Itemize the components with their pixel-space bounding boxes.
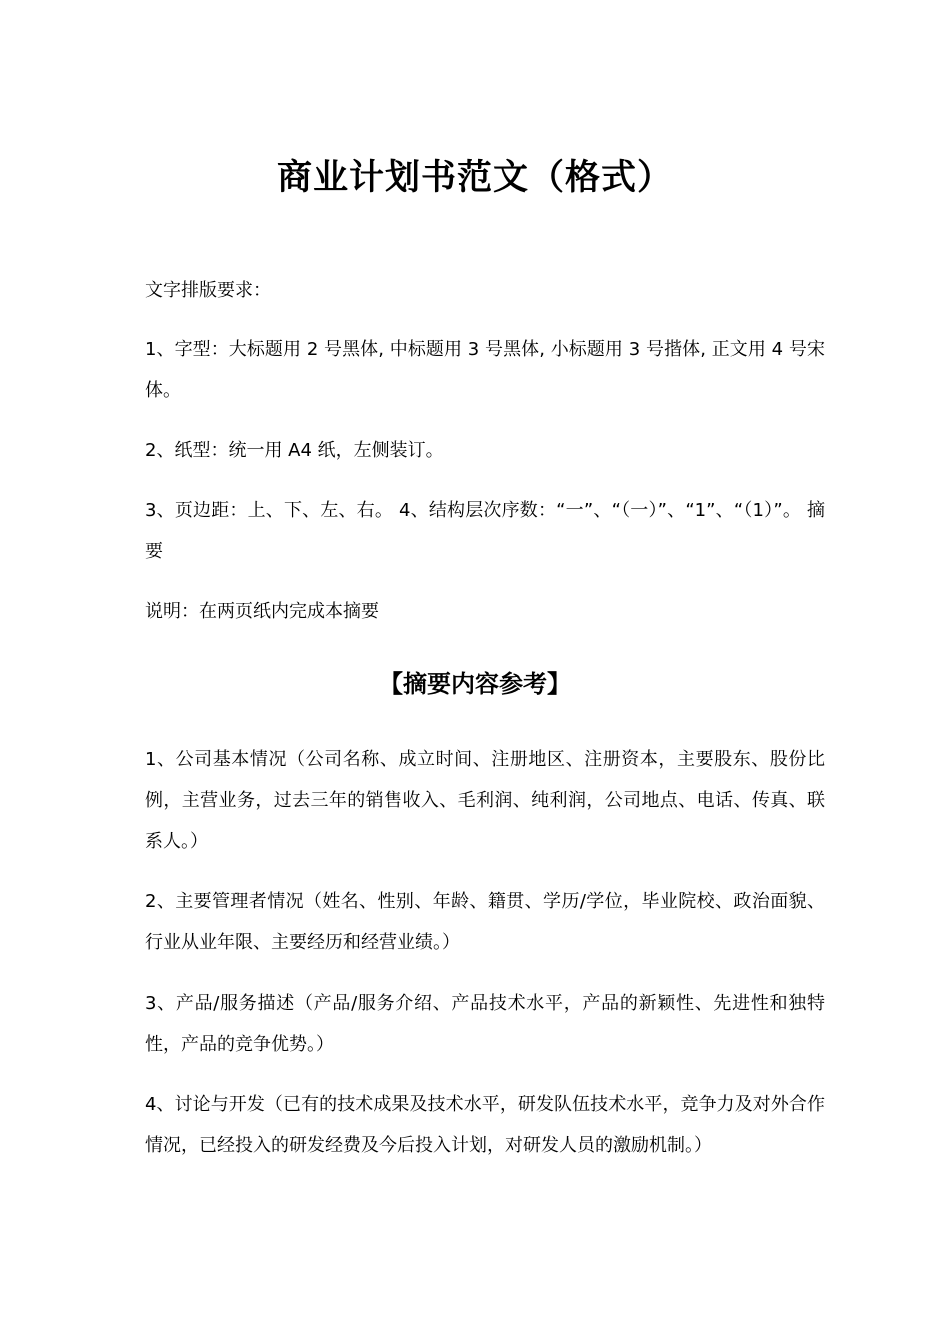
summary-item-company: 1、公司基本情况（公司名称、成立时间、注册地区、注册资本，主要股东、股份比例，主营业务，过去三年的销售收入、毛利润、纯利润，公司地点、电话、传真、联系人。） [145, 749, 825, 852]
layout-requirements-heading: 文字排版要求： [145, 280, 271, 301]
document-title: 商业计划书范文（格式） [276, 158, 673, 198]
layout-requirement-margins: 3、页边距：上、下、左、右。 4、结构层次序数：“一”、“（一）”、“1”、“（1）”。 摘要 [145, 500, 825, 562]
summary-item-research: 4、讨论与开发（已有的技术成果及技术水平，研发队伍技术水平，竞争力及对外合作情况，已经投入的研发经费及今后投入计划，对研发人员的激励机制。） [145, 1094, 825, 1156]
summary-item-management: 2、主要管理者情况（姓名、性别、年龄、籍贯、学历/学位，毕业院校、政治面貌、行业从业年限、主要经历和经营业绩。） [145, 891, 825, 953]
layout-requirement-font: 1、字型：大标题用 2 号黑体, 中标题用 3 号黑体, 小标题用 3 号揩体, 正文用 4 号宋体。 [145, 339, 825, 401]
summary-item-product: 3、产品/服务描述（产品/服务介绍、产品技术水平，产品的新颖性、先进性和独特性，产品的竞争优势。） [145, 993, 825, 1055]
summary-reference-heading: 【摘要内容参考】 [379, 670, 571, 698]
layout-requirement-paper: 2、纸型：统一用 A4 纸，左侧装订。 [145, 440, 444, 461]
summary-note: 说明：在两页纸内完成本摘要 [145, 601, 379, 622]
